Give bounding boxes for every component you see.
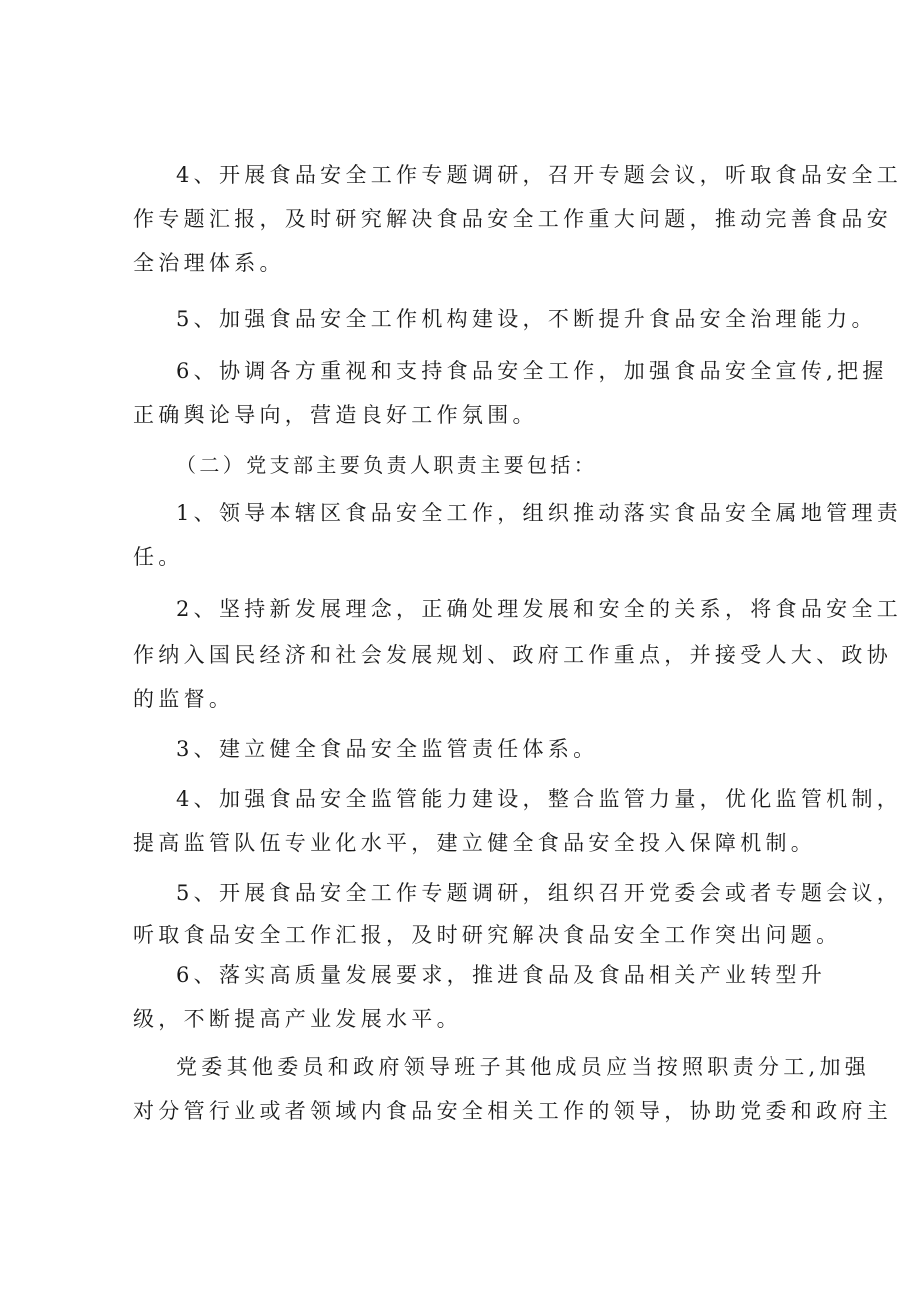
item-4-line-1: 4、开展食品安全工作专题调研，召开专题会议，听取食品安全工 [176,163,903,187]
duty-5-line-1: 5、开展食品安全工作专题调研，组织召开党委会或者专题会议， [176,881,903,905]
closing-paragraph-line-2: 对分管行业或者领域内食品安全相关工作的领导，协助党委和政府主 [133,1099,892,1123]
duty-2-line-1: 2、坚持新发展理念，正确处理发展和安全的关系，将食品安全工 [176,597,903,621]
duty-5-line-2: 听取食品安全工作汇报，及时研究解决食品安全工作突出问题。 [133,923,842,947]
duty-2-line-2: 作纳入国民经济和社会发展规划、政府工作重点，并接受人大、政协 [133,643,892,667]
duty-1-line-2: 任。 [133,545,184,569]
closing-paragraph-line-1: 党委其他委员和政府领导班子其他成员应当按照职责分工,加强 [176,1055,871,1079]
duty-3-line-1: 3、建立健全食品安全监管责任体系。 [176,737,599,761]
duty-2-line-3: 的监督。 [133,687,235,711]
item-4-line-2: 作专题汇报，及时研究解决食品安全工作重大问题，推动完善食品安 [133,207,892,231]
duty-6-line-1: 6、落实高质量发展要求，推进食品及食品相关产业转型升 [176,963,827,987]
item-6-line-1: 6、协调各方重视和支持食品安全工作，加强食品安全宣传,把握 [176,359,888,383]
item-5-line-1: 5、加强食品安全工作机构建设，不断提升食品安全治理能力。 [176,307,877,331]
duty-6-line-2: 级，不断提高产业发展水平。 [133,1007,462,1031]
duty-4-line-1: 4、加强食品安全监管能力建设，整合监管力量，优化监管机制， [176,787,903,811]
item-4-line-3: 全治理体系。 [133,251,285,275]
duty-4-line-2: 提高监管队伍专业化水平，建立健全食品安全投入保障机制。 [133,831,817,855]
section-heading: （二）党支部主要负责人职责主要包括： [176,453,598,477]
duty-1-line-1: 1、领导本辖区食品安全工作，组织推动落实食品安全属地管理责 [176,501,903,525]
item-6-line-2: 正确舆论导向，营造良好工作氛围。 [133,403,538,427]
